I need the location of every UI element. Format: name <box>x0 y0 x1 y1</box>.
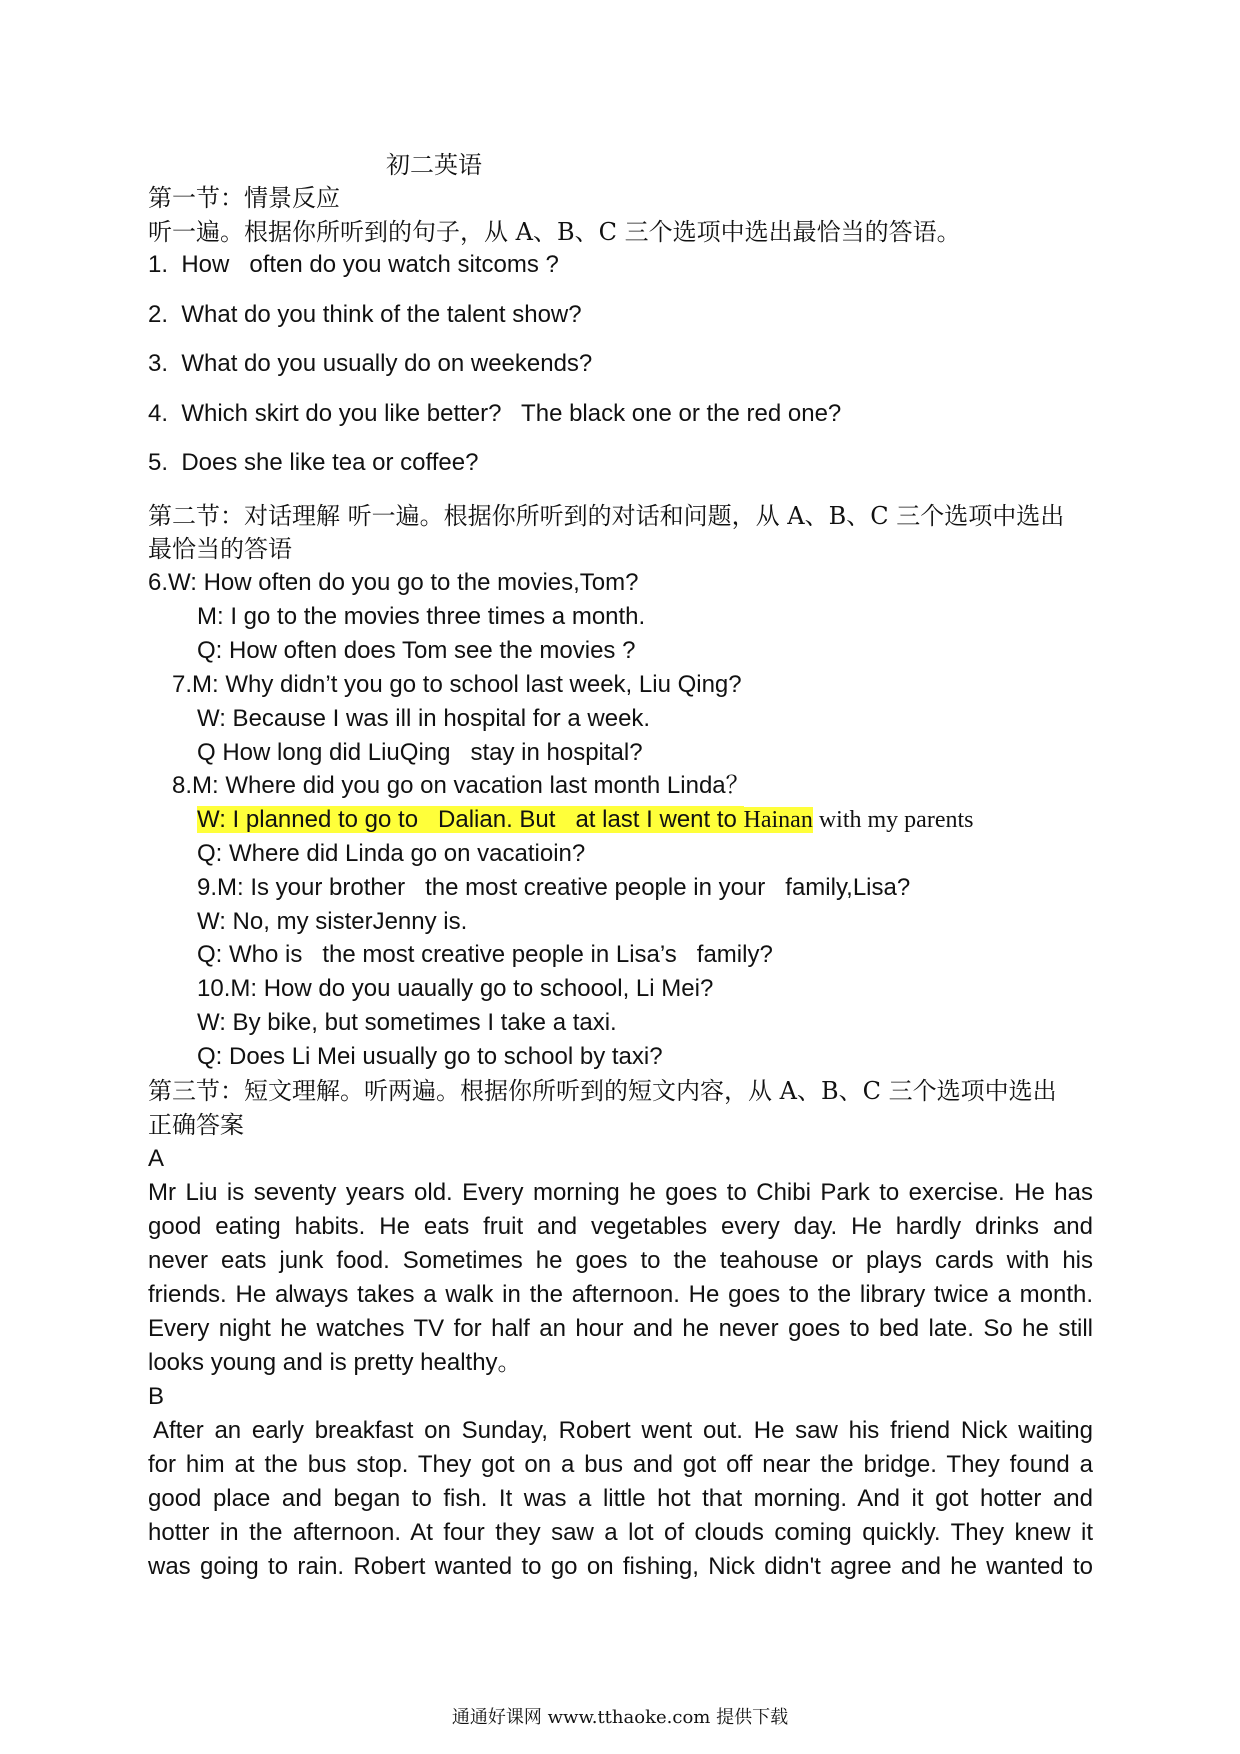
passage-a-line: friends. He always takes a walk in the afternoon. He goes to the library twice a month. <box>148 1281 1093 1308</box>
question-4: 4. Which skirt do you like better? The black one or the red one? <box>148 400 842 427</box>
dialogue-line: Q: Who is the most creative people in Lisa’s family? <box>197 941 773 968</box>
dialogue-line: Q: Does Li Mei usually go to school by taxi? <box>197 1043 663 1070</box>
passage-a-line: Mr Liu is seventy years old. Every morning he goes to Chibi Park to exercise. He has <box>148 1179 1093 1206</box>
section1-heading: 第一节：情景反应 <box>148 184 340 212</box>
section2-heading-line1: 第二节：对话理解 听一遍。根据你所听到的对话和问题，从 A、B、C 三个选项中选出 <box>148 502 1065 530</box>
dialogue-line: Q How long did LiuQing stay in hospital? <box>197 739 643 766</box>
question-1: 1. How often do you watch sitcoms ? <box>148 251 559 278</box>
question-5: 5. Does she like tea or coffee? <box>148 449 479 476</box>
question-3: 3. What do you usually do on weekends? <box>148 350 593 377</box>
dialogue-line: 6.W: How often do you go to the movies,Tom? <box>148 569 639 596</box>
dialogue-line: 8.M: Where did you go on vacation last month Linda？ <box>172 772 750 799</box>
passage-a-line: looks young and is pretty healthy。 <box>148 1349 522 1376</box>
passage-b-line: good place and began to fish. It was a little hot that morning. And it got hotter and <box>148 1485 1093 1512</box>
passage-b-line: hotter in the afternoon. At four they saw a lot of clouds coming quickly. They knew it <box>148 1519 1093 1546</box>
dialogue-line: Q: How often does Tom see the movies ? <box>197 637 636 664</box>
passage-b-line: for him at the bus stop. They got on a bus and got off near the bridge. They found a <box>148 1451 1093 1478</box>
question-2: 2. What do you think of the talent show? <box>148 301 582 328</box>
highlighted-text: W: I planned to go to Dalian. But at last I went to <box>197 806 744 833</box>
passage-a-label: A <box>148 1145 165 1172</box>
page-footer: 通通好课网 www.tthaoke.com 提供下载 <box>451 1707 789 1728</box>
dialogue-tail: with my parents <box>812 807 974 833</box>
dialogue-line: 9.M: Is your brother the most creative people in your family,Lisa? <box>197 874 911 901</box>
passage-b-line: was going to rain. Robert wanted to go on fishing, Nick didn't agree and he wanted to <box>148 1553 1093 1580</box>
dialogue-line: Q: Where did Linda go on vacatioin? <box>197 840 586 867</box>
passage-b-line: After an early breakfast on Sunday, Robert went out. He saw his friend Nick waiting <box>153 1417 1093 1444</box>
section3-heading-line1: 第三节：短文理解。听两遍。根据你所听到的短文内容，从 A、B、C 三个选项中选出 <box>148 1077 1057 1105</box>
page-title: 初二英语 <box>386 151 482 179</box>
dialogue-line: W: Because I was ill in hospital for a week. <box>197 705 651 732</box>
section2-heading-line2: 最恰当的答语 <box>148 535 292 563</box>
highlighted-place: Hainan <box>743 807 813 833</box>
passage-a-line: never eats junk food. Sometimes he goes to the teahouse or plays cards with his <box>148 1247 1093 1274</box>
highlighted-dialogue-line <box>197 805 973 835</box>
dialogue-line: W: By bike, but sometimes I take a taxi. <box>197 1009 617 1036</box>
dialogue-line: 7.M: Why didn’t you go to school last week, Liu Qing? <box>172 671 742 698</box>
dialogue-line: W: No, my sisterJenny is. <box>197 908 468 935</box>
section1-instruction: 听一遍。根据你所听到的句子，从 A、B、C 三个选项中选出最恰当的答语。 <box>148 218 961 246</box>
section3-heading-line2: 正确答案 <box>148 1111 244 1139</box>
passage-a-line: Every night he watches TV for half an hour and he never goes to bed late. So he still <box>148 1315 1093 1342</box>
passage-b-label: B <box>148 1383 165 1410</box>
dialogue-line: M: I go to the movies three times a month. <box>197 603 646 630</box>
dialogue-line: 10.M: How do you uaually go to schoool, Li Mei? <box>197 975 714 1002</box>
passage-a-line: good eating habits. He eats fruit and vegetables every day. He hardly drinks and <box>148 1213 1093 1240</box>
